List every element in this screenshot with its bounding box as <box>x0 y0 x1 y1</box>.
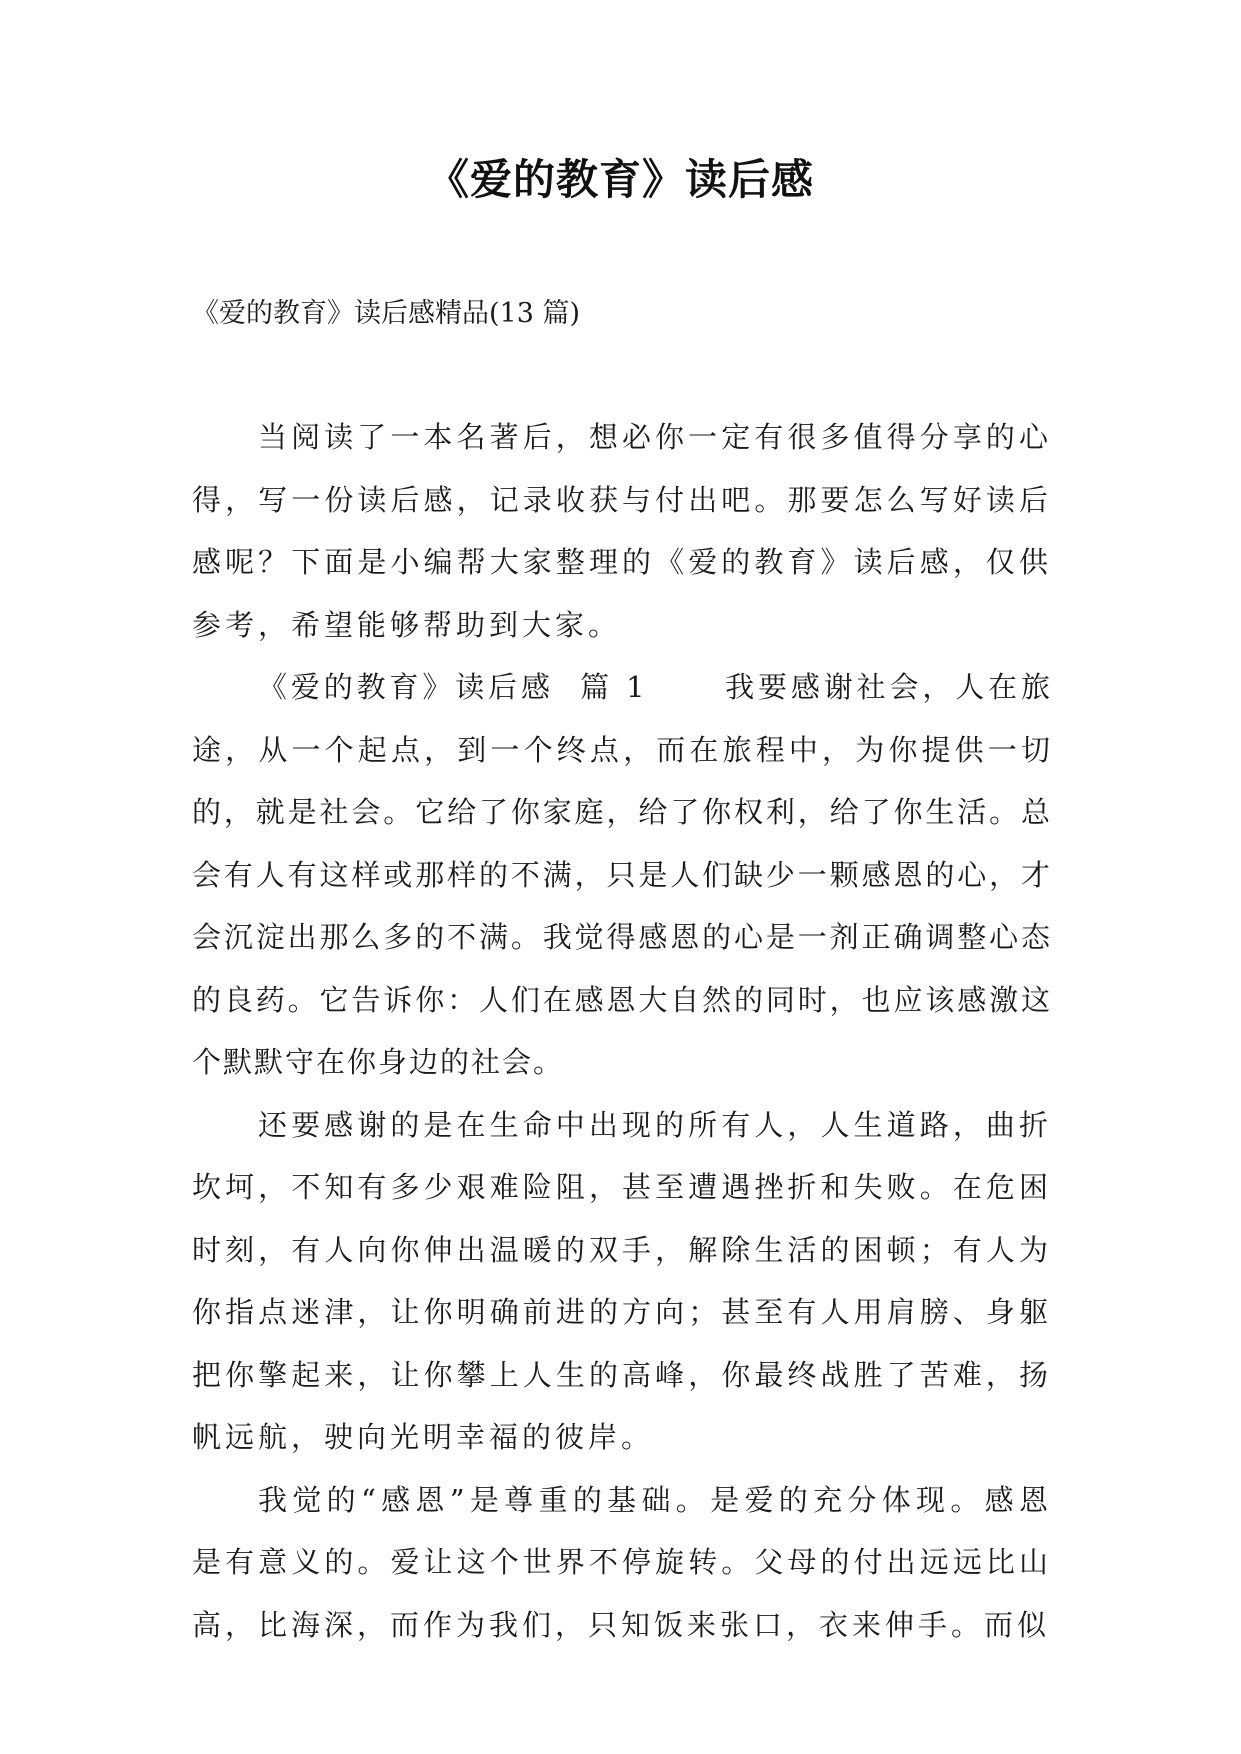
paragraph-intro: 当阅读了一本名著后，想必你一定有很多值得分享的心得，写一份读后感，记录收获与付出吧。那要怎么写好读后感呢？下面是小编帮大家整理的《爱的教育》读后感，仅供参考，希望能够帮助到大家。 <box>192 420 1052 642</box>
document-body <box>192 406 1052 1656</box>
document-title: 《爱的教育》读后感 <box>426 155 814 204</box>
paragraph-gratitude: 我觉的“感恩”是尊重的基础。是爱的充分体现。感恩是有意义的。爱让这个世界不停旋转。父母的付出远远比山高，比海深，而作为我们，只知饭来张口，衣来伸手。而似 <box>192 1482 1052 1642</box>
paragraph-thanks-people: 还要感谢的是在生命中出现的所有人，人生道路，曲折坎坷，不知有多少艰难险阻，甚至遭遇挫折和失败。在危困时刻，有人向你伸出温暖的双手，解除生活的困顿；有人为你指点迷津，让你明确前进的方向；甚至有人用肩膀、身躯把你擎起来，让你攀上人生的高峰，你最终战胜了苦难，扬帆远航，驶向光明幸福的彼岸。 <box>192 1107 1052 1454</box>
document-subtitle: 《爱的教育》读后感精品(13 篇) <box>192 298 581 329</box>
paragraph-part-1: 《爱的教育》读后感 篇 1 我要感谢社会，人在旅途，从一个起点，到一个终点，而在旅程中，为你提供一切的，就是社会。它给了你家庭，给了你权利，给了你生活。总会有人有这样或那样的不满，只是人们缺少一颗感恩的心，才会沉淀出那么多的不满。我觉得感恩的心是一剂正确调整心态的良药。它告诉你：人们在感恩大自然的同时，也应该感激这个默默守在你身边的社会。 <box>192 670 1052 1079</box>
